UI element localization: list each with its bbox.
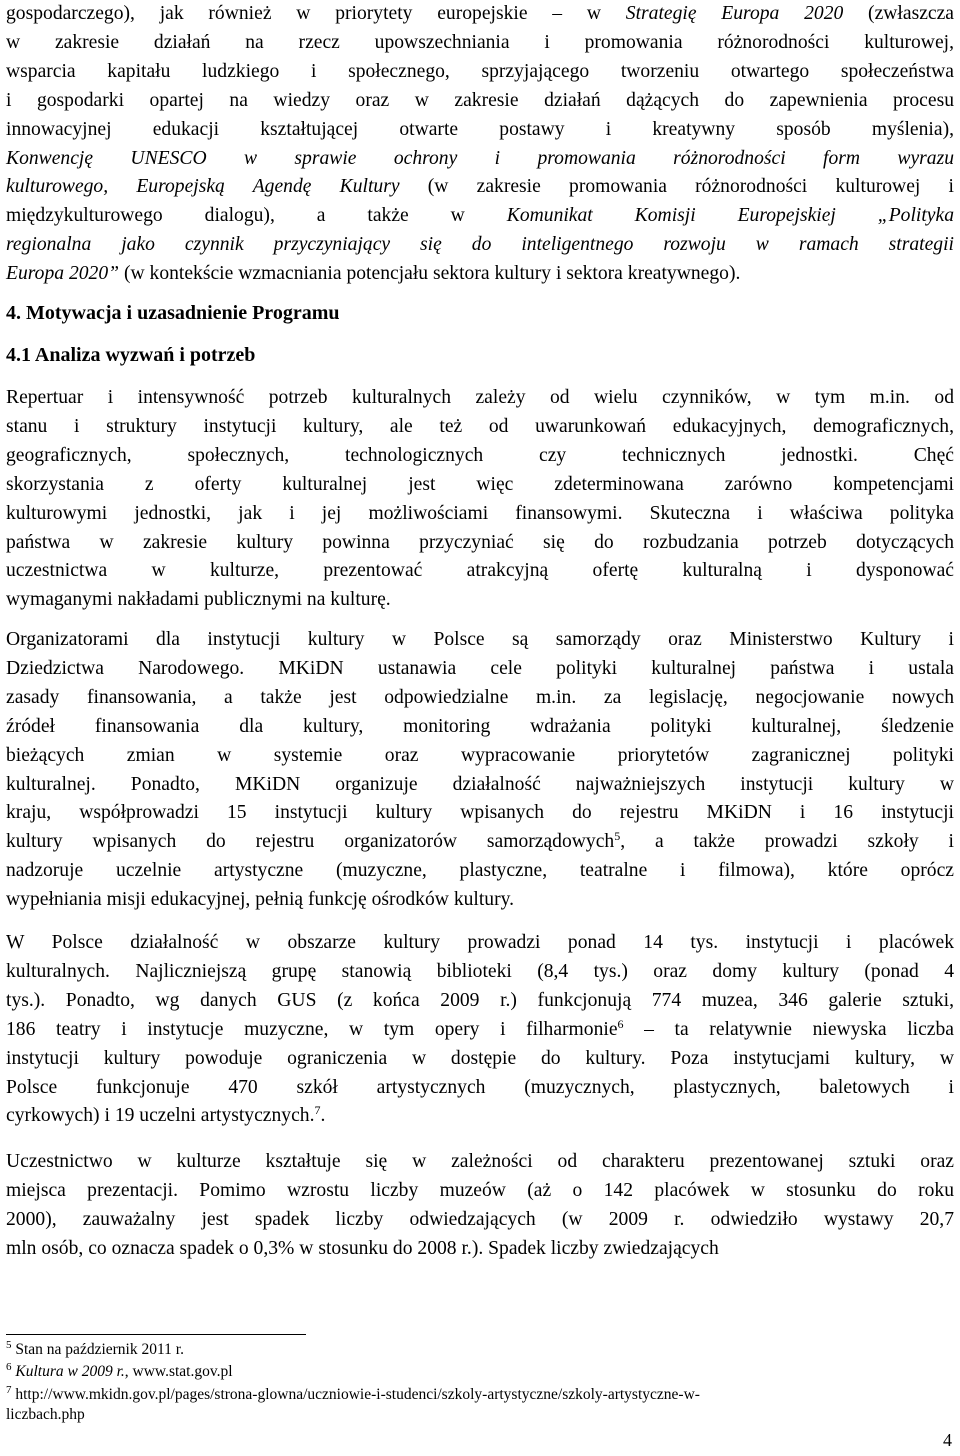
text-line: uczestnictwa w kulturze, prezentować atrakcyjną ofertę kulturalną i dysponować <box>6 560 954 582</box>
text-line: bieżących zmian w systemie oraz wypracowanie priorytetów zagranicznej polityki <box>6 744 954 766</box>
text-line: stanu i struktury instytucji kultury, ale też od uwarunkowań edukacyjnych, demograficznych, <box>6 415 954 437</box>
text-line <box>6 0 954 29</box>
footnote-5 <box>6 1340 954 1360</box>
text-line: geograficznych, społecznych, technologicznych czy technicznych jednostki. Chęć <box>6 444 954 466</box>
footnote-number: 7 <box>6 1384 12 1396</box>
text-line <box>6 29 954 58</box>
text-run: innowacyjnej edukacji kształtującej otwarte postawy i kreatywny sposób myślenia), <box>6 118 954 140</box>
text-line <box>6 116 954 145</box>
footnote-text: Stan na październik 2011 r. <box>15 1341 184 1358</box>
footnote-text[interactable]: , www.stat.gov.pl <box>124 1363 233 1380</box>
text-line: Polsce funkcjonuje 470 szkół artystycznych (muzycznych, plastycznych, baletowych i <box>6 1076 954 1098</box>
paragraph-participation <box>6 1148 954 1264</box>
text-line: Repertuar i intensywność potrzeb kulturalnych zależy od wielu czynników, w tym m.in. od <box>6 387 954 408</box>
text-line <box>6 173 954 202</box>
text-line: instytucji kultury powoduje ograniczenia w dostępie do kultury. Poza instytucjami kultury, w <box>6 1047 954 1069</box>
text-line: mln osób, co oznacza spadek o 0,3% w stosunku do 2008 r.). Spadek liczby zwiedzających <box>6 1237 719 1259</box>
text-line: 186 teatry i instytucje muzyczne, w tym opery i filharmonie$^6$ – ta relatywnie niewyska liczba <box>6 1016 954 1040</box>
text-line: skorzystania z oferty kulturalnej jest więc zdeterminowana zarówno kompetencjami <box>6 473 954 495</box>
text-line: kulturalnych. Najliczniejszą grupę stanowią biblioteki (8,4 tys.) oraz domy kultury (ponad 4 <box>6 960 954 982</box>
italic-title: kulturowego, Europejską Agendę Kultury <box>6 176 400 198</box>
footnote-ref[interactable]: 5 <box>614 829 621 844</box>
text-run: w zakresie działań na rzecz upowszechniania i promowania różnorodności kulturowej, <box>6 31 954 53</box>
text-line: cyrkowych) i 19 uczelni artystycznych.$^7$. <box>6 1103 326 1127</box>
text-line: tys.). Ponadto, wg danych GUS (z końca 2009 r.) funkcjonują 774 muzea, 346 galerie sztuki, <box>6 989 954 1011</box>
text-line <box>6 231 954 260</box>
text-line <box>6 58 954 87</box>
text-run: wsparcia kapitału ludzkiego i społecznego, sprzyjającego tworzeniu otwartego społeczeństwa <box>6 60 954 82</box>
text-line: kulturalnej. Ponadto, MKiDN organizuje działalność najważniejszych instytucji kultury w <box>6 773 954 795</box>
footnote-ref[interactable]: 6 <box>617 1016 624 1031</box>
text-line: 2000), zauważalny jest spadek liczby odwiedzających (w 2009 r. odwiedziło wystawy 20,7 <box>6 1208 954 1230</box>
text-run: (zwłaszcza <box>843 3 954 24</box>
text-line: Organizatorami dla instytucji kultury w Polsce są samorządy oraz Ministerstwo Kultury i <box>6 629 954 650</box>
text-run: międzykulturowego dialogu), a także w <box>6 205 507 227</box>
text-line: zasady finansowania, a także jest odpowiedzialne m.in. za legislację, negocjowanie nowych <box>6 686 954 708</box>
italic-title: Konwencję UNESCO w sprawie ochrony i promowania różnorodności form wyrazu <box>6 147 954 169</box>
text-line: państwa w zakresie kultury powinna przyczyniać się do rozbudzania potrzeb dotyczących <box>6 531 954 553</box>
text-line <box>6 260 954 289</box>
italic-title: Komunikat Komisji Europejskiej „Polityka <box>506 205 954 227</box>
footnote-6 <box>6 1362 954 1382</box>
italic-title: Europa 2020” <box>6 263 120 285</box>
text-line: Dziedzictwa Narodowego. MKiDN ustanawia cele polityki kulturalnej państwa i ustala <box>6 657 954 679</box>
paragraph-needs <box>6 384 954 615</box>
footnote-separator <box>6 1334 306 1335</box>
text-run: (w kontekście wzmacniania potencjału sektora kultury i sektora kreatywnego). <box>119 263 741 285</box>
section-4-1-heading: 4.1 Analiza wyzwań i potrzeb <box>6 344 256 366</box>
italic-title: Strategię Europa 2020 <box>625 3 844 24</box>
text-line: Uczestnictwo w kulturze kształtuje się w zależności od charakteru prezentowanej sztuki oraz <box>6 1151 954 1172</box>
text-line: miejsca prezentacji. Pomimo wzrostu liczby muzeów (aż o 142 placówek w stosunku do roku <box>6 1179 954 1201</box>
section-4-heading: 4. Motywacja i uzasadnienie Programu <box>6 302 340 324</box>
italic-title: regionalna jako czynnik przyczyniający się do inteligentnego rozwoju w ramach strategii <box>6 234 954 256</box>
text-run: i gospodarki opartej na wiedzy oraz w zakresie działań dążących do zapewnienia procesu <box>6 89 954 111</box>
text-line: W Polsce działalność w obszarze kultury prowadzi ponad 14 tys. instytucji i placówek <box>6 932 954 953</box>
text-line: wymaganymi nakładami publicznymi na kulturę. <box>6 589 391 611</box>
text-run: (w zakresie promowania różnorodności kulturowej i <box>399 176 954 198</box>
footnote-7 <box>6 1385 954 1425</box>
text-run: gospodarczego), jak również w priorytety europejskie – w <box>6 3 626 24</box>
text-line: kraju, współprowadzi 15 instytucji kultury wpisanych do rejestru MKiDN i 16 instytucji <box>6 802 954 824</box>
paragraph-institutions <box>6 929 954 1131</box>
text-line: źródeł finansowania dla kultury, monitoring wdrażania polityki kulturalnej, śledzenie <box>6 715 954 737</box>
text-line: nadzoruje uczelnie artystyczne (muzyczne, plastyczne, teatralne i filmowa), które oprócz <box>6 860 954 882</box>
text-line: kultury wpisanych do rejestru organizatorów samorządowych$^5$, a także prowadzi szkoły i <box>6 829 954 853</box>
footnote-ref[interactable]: 7 <box>314 1103 321 1118</box>
footnote-title: Kultura w 2009 r. <box>15 1363 125 1380</box>
text-line <box>6 145 954 174</box>
footnote-number: 6 <box>6 1361 12 1373</box>
footnote-number: 5 <box>6 1339 12 1351</box>
paragraph-organizers <box>6 626 954 915</box>
text-line <box>6 202 954 231</box>
footnote-text[interactable]: http://www.mkidn.gov.pl/pages/strona-glowna/uczniowie-i-studenci/szkoly-artystyczne/szkoly-artystyczne-w- <box>15 1386 700 1403</box>
page-number: 4 <box>943 1430 952 1450</box>
text-line: wypełniania misji edukacyjnej, pełnią funkcję ośrodków kultury. <box>6 889 515 911</box>
footnote-link-continuation[interactable]: liczbach.php <box>6 1406 85 1423</box>
intro-paragraph <box>6 0 954 289</box>
text-line <box>6 87 954 116</box>
text-line: kulturowymi jednostki, jak i jej możliwościami finansowymi. Skuteczna i właściwa polityka <box>6 502 954 524</box>
